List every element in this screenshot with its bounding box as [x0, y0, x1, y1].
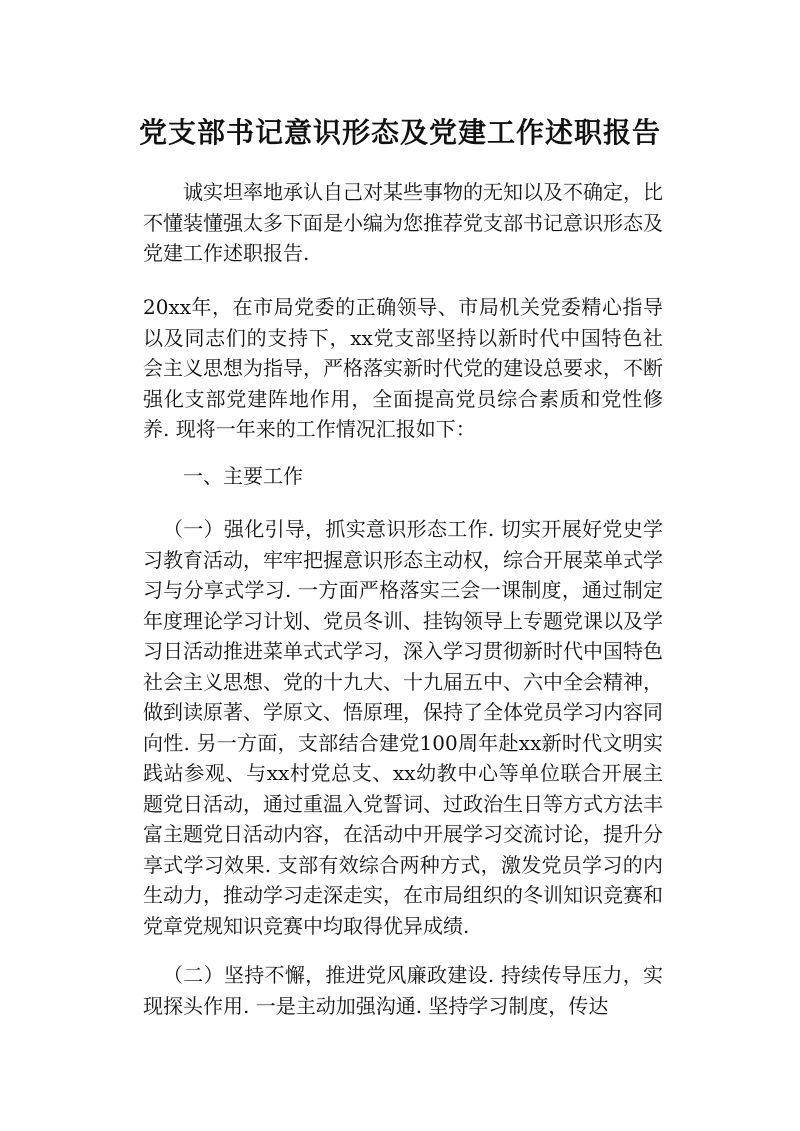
main-work-heading: 一、主要工作 — [183, 464, 303, 488]
intro-paragraph: 诚实坦率地承认自己对某些事物的无知以及不确定，比不懂装懂强太多下面是小编为您推荐党支部书记意识形态及党建工作述职报告. — [143, 180, 663, 265]
overview-paragraph: 20xx年，在市局党委的正确领导、市局机关党委精心指导以及同志们的支持下，xx党支部坚持以新时代中国特色社会主义思想为指导，严格落实新时代党的建设总要求，不断强化支部党建阵地作用，全面提高党员综合素质和党性修养. 现将一年来的工作情况汇报如下： — [143, 295, 663, 441]
section-1-paragraph: （一）强化引导，抓实意识形态工作. 切实开展好党史学习教育活动，牢牢把握意识形态主动权，综合开展菜单式学习与分享式学习. 一方面严格落实三会一课制度，通过制定年度理论学习计划、党员冬训、挂钩领导上专题党课以及学习日活动推进菜单式式学习，深入学习贯彻新时代中国特色社会主义思想、党的十九大、十九届五中、六中全会精神，做到读原著、学原文、悟原理，保持了全体党员学习内容同向性. 另一方面，支部结合建党100周年赴xx新时代文明实践站参观、与xx村党总支、xx幼教中心等单位联合开展主题党日活动，通过重温入党誓词、过政治生日等方式方法丰富主题党日活动内容，在活动中开展学习交流讨论，提升分享式学习效果. 支部有效综合两种方式，激发党员学习的内生动力，推动学习走深走实，在市局组织的冬训知识竞赛和党章党规知识竞赛中均取得优异成绩. — [143, 517, 663, 938]
document-title: 党支部书记意识形态及党建工作述职报告 — [138, 116, 661, 149]
section-2-paragraph: （二）坚持不懈，推进党风廉政建设. 持续传导压力，实现探头作用. 一是主动加强沟通. 坚持学习制度，传达 — [143, 963, 663, 1018]
